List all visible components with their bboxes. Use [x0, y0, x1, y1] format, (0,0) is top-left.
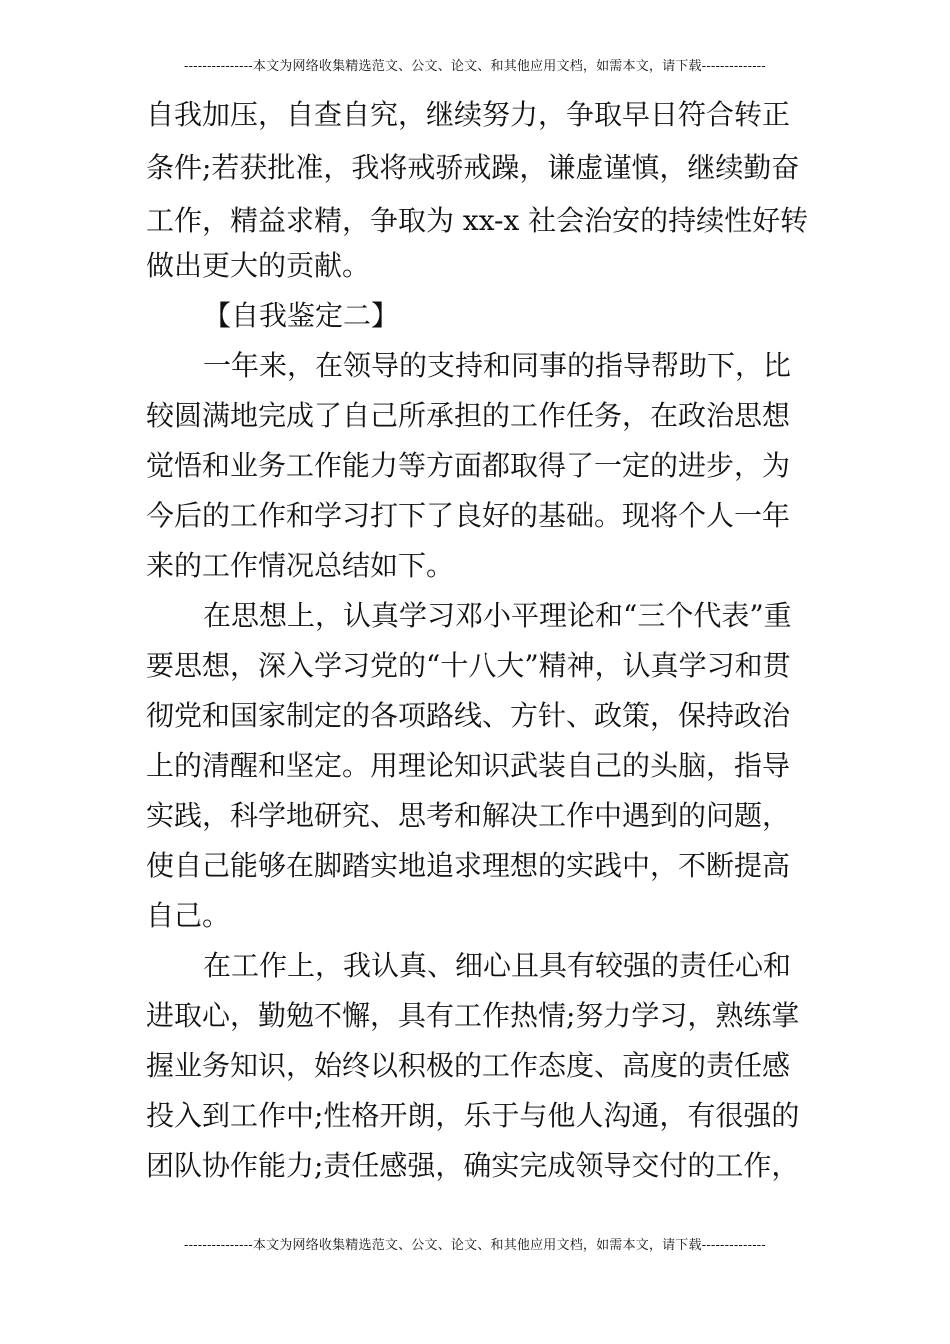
body-text-line: 工作，精益求精，争取为 xx-x 社会治安的持续性好转 [146, 204, 809, 237]
body-text-line: 觉悟和业务工作能力等方面都取得了一定的进步，为 [146, 449, 791, 482]
body-text-line: 做出更大的贡献。 [146, 249, 371, 282]
body-text-line: 在思想上，认真学习邓小平理论和“三个代表”重 [203, 599, 792, 632]
body-text-line: 彻党和国家制定的各项路线、方针、政策，保持政治 [146, 699, 791, 732]
page-footer: ---------------本文为网络收集精选范文、公文、论文、和其他应用文档，如需本文，请下载-------------- [184, 1238, 766, 1253]
body-text-line: 要思想，深入学习党的“十八大”精神，认真学习和贯 [146, 649, 791, 682]
body-text-line: 自我加压，自查自究，继续努力，争取早日符合转正 [146, 98, 791, 131]
body-text-line: 握业务知识，始终以积极的工作态度、高度的责任感 [146, 1049, 791, 1082]
body-text-line: 团队协作能力;责任感强，确实完成领导交付的工作， [146, 1149, 800, 1182]
body-text-line: 条件;若获批准，我将戒骄戒躁，谦虚谨慎，继续勤奋 [146, 151, 800, 184]
body-text-line: 进取心，勤勉不懈，具有工作热情;努力学习，熟练掌 [146, 999, 800, 1032]
body-text-line: 一年来，在领导的支持和同事的指导帮助下，比 [203, 349, 792, 382]
body-text-line: 自己。 [146, 899, 231, 932]
body-text-line: 来的工作情况总结如下。 [146, 549, 455, 582]
body-text-line: 使自己能够在脚踏实地追求理想的实践中，不断提高 [146, 849, 791, 882]
body-text-line: 上的清醒和坚定。用理论知识武装自己的头脑，指导 [146, 749, 791, 782]
body-text-line: 较圆满地完成了自己所承担的工作任务，在政治思想 [146, 399, 791, 432]
section-heading: 【自我鉴定二】 [203, 299, 400, 332]
page-header: ---------------本文为网络收集精选范文、公文、论文、和其他应用文档，如需本文，请下载-------------- [184, 59, 766, 74]
body-text-line: 投入到工作中;性格开朗，乐于与他人沟通，有很强的 [146, 1099, 800, 1132]
body-text-line: 实践，科学地研究、思考和解决工作中遇到的问题， [146, 799, 791, 832]
body-text-line: 今后的工作和学习打下了良好的基础。现将个人一年 [146, 499, 791, 532]
body-text-line: 在工作上，我认真、细心且具有较强的责任心和 [203, 949, 792, 982]
